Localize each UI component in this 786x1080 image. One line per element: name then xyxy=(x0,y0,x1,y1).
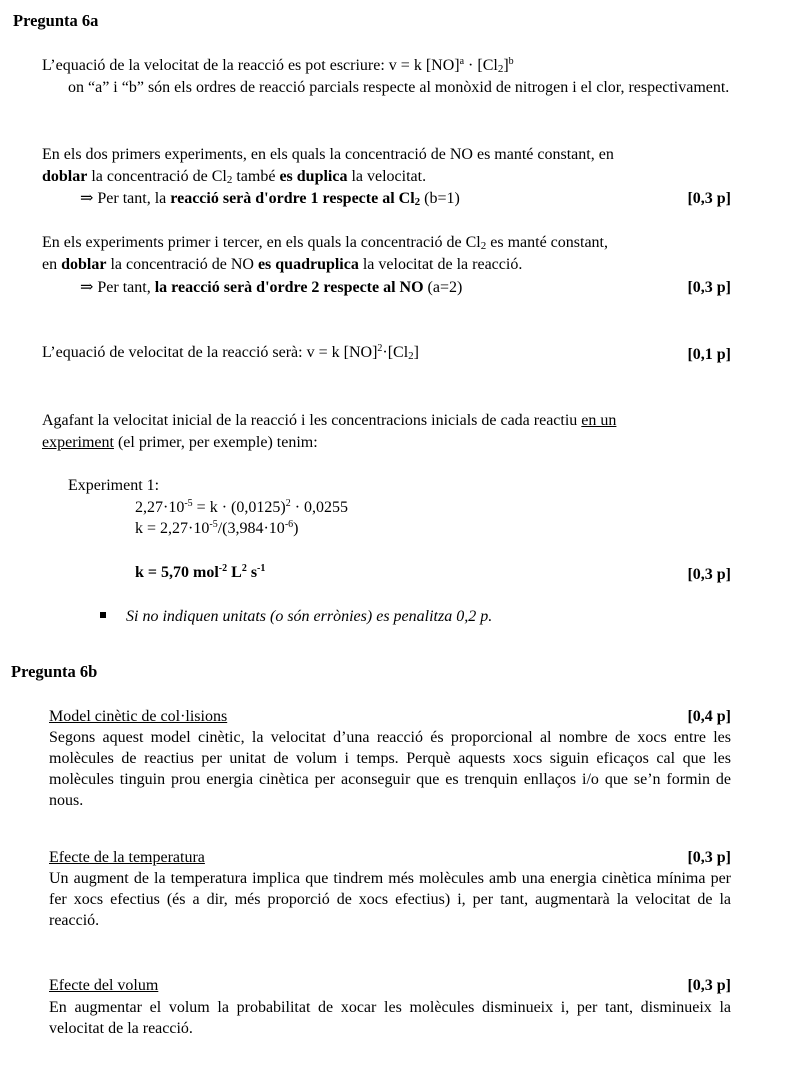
section-collision-title: Model cinètic de col·lisions xyxy=(49,708,228,725)
score-temperature: [0,3 p] xyxy=(687,849,731,866)
experiment-label: Experiment 1: xyxy=(68,477,160,494)
order-explanation: on “a” i “b” són els ordres de reacció parcials respecte al monòxid de nitrogen i el clor, respectivament. xyxy=(68,79,730,96)
para-exp12-line2: doblar la concentració de $Cl_2$ també es duplica la velocitat. xyxy=(42,168,427,186)
score-rate-law: [0,1 p] xyxy=(687,346,731,363)
calc-line-1: $2,27\cdot 10^{-5} = k \cdot (0,0125)^2 \cdot 0,0255$ xyxy=(135,498,349,516)
rate-law-general: L’equació de la velocitat de la reacció es pot escriure: v = k $[NO]^a \cdot [Cl_2]^b$ xyxy=(42,56,514,75)
implies-arrow-icon: ⇒ xyxy=(80,190,94,207)
section-temperature-text: Un augment de la temperatura implica que tindrem més molècules amb una energia cinètica mínima per fer xocs efectius (és a dir, més proporció de xocs efectius) i, per tant, augmentarà la velocitat de la reacció. xyxy=(49,870,731,930)
conclusion-order-cl2: ⇒ Per tant, la reacció serà d'ordre 1 respecte al $Cl_2$ (b=1) xyxy=(80,190,460,208)
implies-arrow-icon: ⇒ xyxy=(80,279,94,296)
calc-line-2: $k = 2,27\cdot 10^{-5}/(3,984\cdot 10^{-6})$ xyxy=(135,519,299,537)
para-exp13-line2: en doblar la concentració de NO es quadruplica la velocitat de la reacció. xyxy=(42,256,523,273)
section-volume-text: En augmentar el volum la probabilitat de xocar les molècules disminueix i, per tant, disminueix la velocitat de la reacció. xyxy=(49,999,731,1038)
heading-6a: Pregunta 6a xyxy=(13,11,99,30)
para-exp13-line1: En els experiments primer i tercer, en els quals la concentració de $Cl_2$ es manté constant, xyxy=(42,234,608,252)
score-k: [0,3 p] xyxy=(687,566,731,583)
heading-6b: Pregunta 6b xyxy=(11,662,98,681)
k-result: k = 5,70 mol$^{-2}$ $L^2$ $s^{-1}$ xyxy=(135,563,266,581)
conclusion-order-no: ⇒ Per tant, la reacció serà d'ordre 2 respecte al NO (a=2) xyxy=(80,279,463,296)
para-initial-rate-line2: experiment (el primer, per exemple) tenim: xyxy=(42,434,318,451)
section-temperature-title: Efecte de la temperatura xyxy=(49,849,205,866)
bullet-icon xyxy=(100,612,106,618)
score-order-no: [0,3 p] xyxy=(687,279,731,296)
score-collision: [0,4 p] xyxy=(687,708,731,725)
rate-law-final: L’equació de velocitat de la reacció serà: v = k $[NO]^2\cdot[Cl_2]$ xyxy=(42,343,419,362)
penalty-note: Si no indiquen unitats (o són errònies) es penalitza 0,2 p. xyxy=(100,606,492,627)
score-volume: [0,3 p] xyxy=(687,977,731,994)
section-volume-title: Efecte del volum xyxy=(49,977,159,994)
section-collision-text: Segons aquest model cinètic, la velocitat d’una reacció és proporcional al nombre de xocs entre les molècules de reactius per unitat de volum i temps. Perquè aquests xocs siguin eficaços cal que les molècules tinguin prou energia cinètica per aconseguir que es trenquin enllaços i/o que se’n formin de nous. xyxy=(49,729,731,810)
para-initial-rate-line1: Agafant la velocitat inicial de la reacció i les concentracions inicials de cada reactiu en un xyxy=(42,412,617,429)
score-order-cl2: [0,3 p] xyxy=(687,190,731,207)
para-exp12-line1: En els dos primers experiments, en els quals la concentració de NO es manté constant, en xyxy=(42,146,614,163)
